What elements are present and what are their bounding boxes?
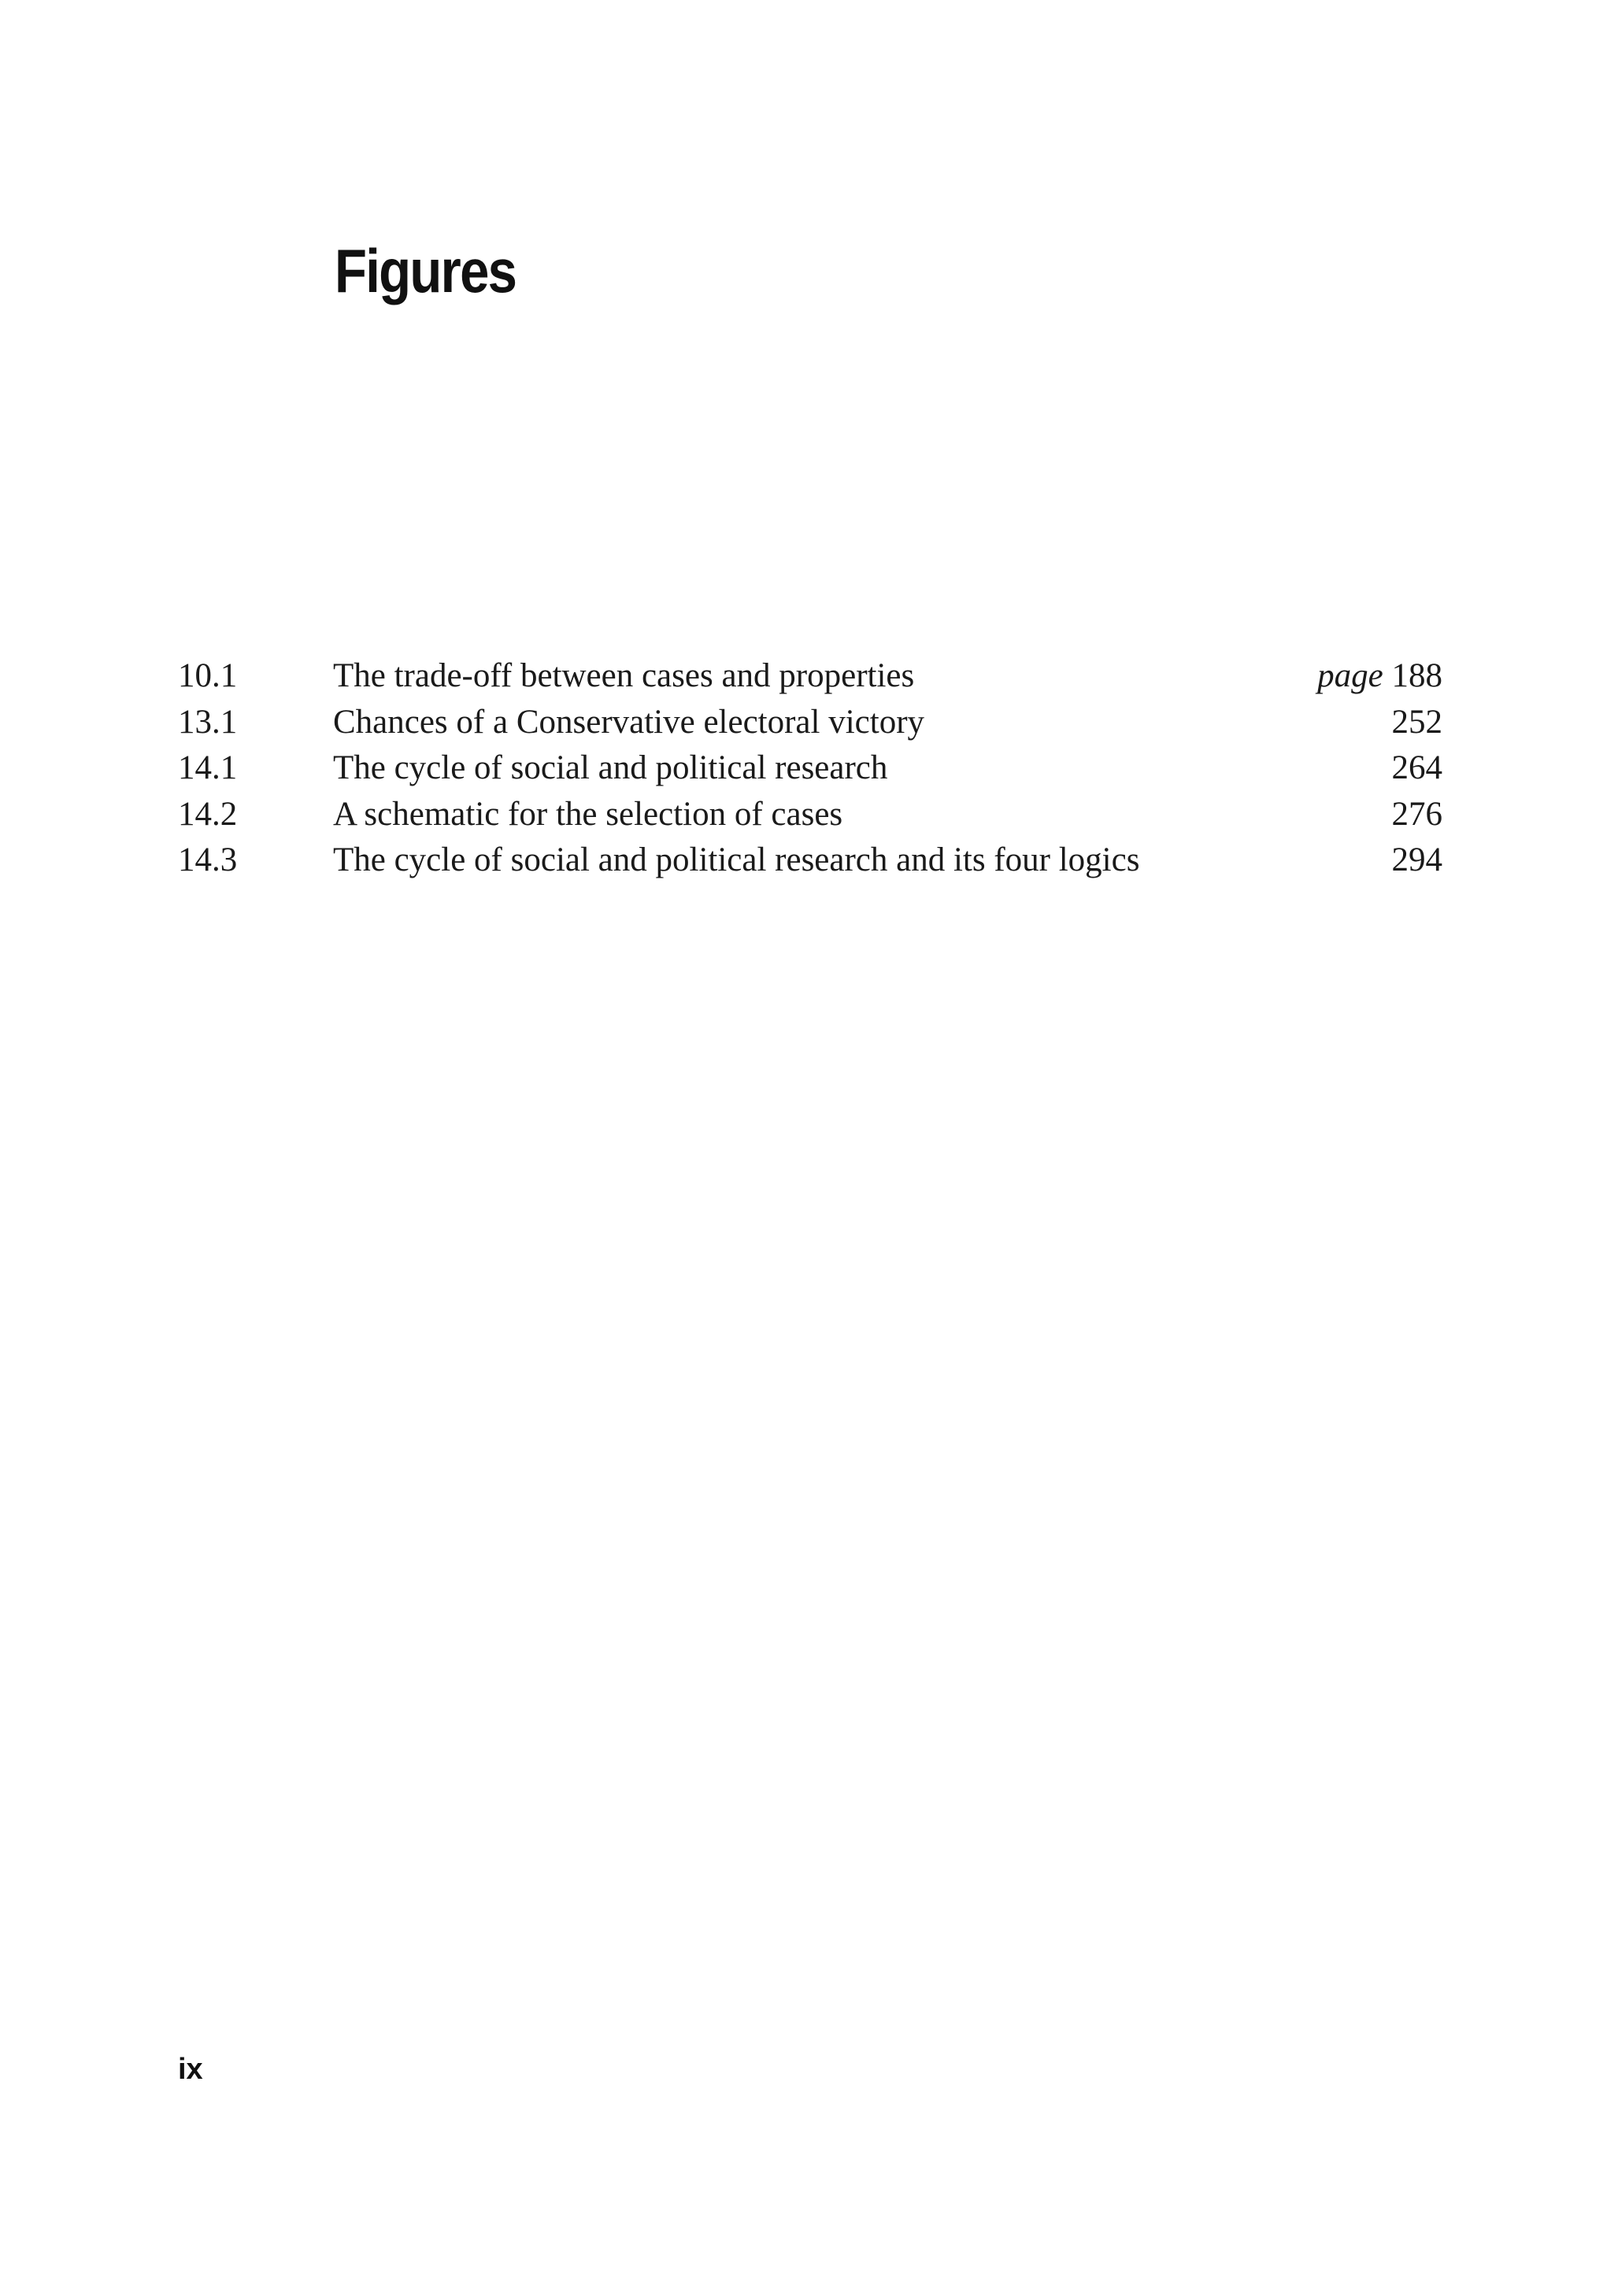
figure-list-item	[178, 745, 1442, 792]
page-title: Figures	[335, 236, 517, 305]
figure-number: 10.1	[178, 657, 238, 694]
figure-number: 14.1	[178, 749, 238, 786]
figure-page-number: 188	[1391, 657, 1442, 694]
figure-page-number: 252	[1391, 703, 1442, 741]
figure-page-number: 264	[1391, 749, 1442, 786]
figure-page-ref	[1392, 700, 1443, 746]
figure-caption: Chances of a Conservative electoral victory	[333, 703, 925, 741]
figure-list	[178, 653, 1442, 884]
figure-caption: The trade-off between cases and properties	[333, 657, 915, 694]
figure-page-number: 276	[1391, 795, 1442, 833]
figure-caption: The cycle of social and political research	[333, 749, 888, 786]
figure-list-item	[178, 653, 1442, 700]
figure-number: 14.2	[178, 795, 238, 833]
figure-page-ref	[1392, 792, 1443, 838]
figure-list-item	[178, 700, 1442, 746]
figure-number: 14.3	[178, 841, 238, 878]
figure-page-number: 294	[1391, 841, 1442, 878]
figure-list-item	[178, 792, 1442, 838]
figure-list-item	[178, 837, 1442, 884]
figure-number: 13.1	[178, 703, 238, 741]
figure-page-ref	[1392, 837, 1443, 884]
figure-page-ref	[1317, 653, 1442, 700]
figure-caption: The cycle of social and political research and its four logics	[333, 841, 1140, 878]
page-prefix: page	[1317, 657, 1383, 694]
figure-caption: A schematic for the selection of cases	[333, 795, 843, 833]
page-folio: ix	[178, 2053, 203, 2086]
figure-page-ref	[1392, 745, 1443, 792]
